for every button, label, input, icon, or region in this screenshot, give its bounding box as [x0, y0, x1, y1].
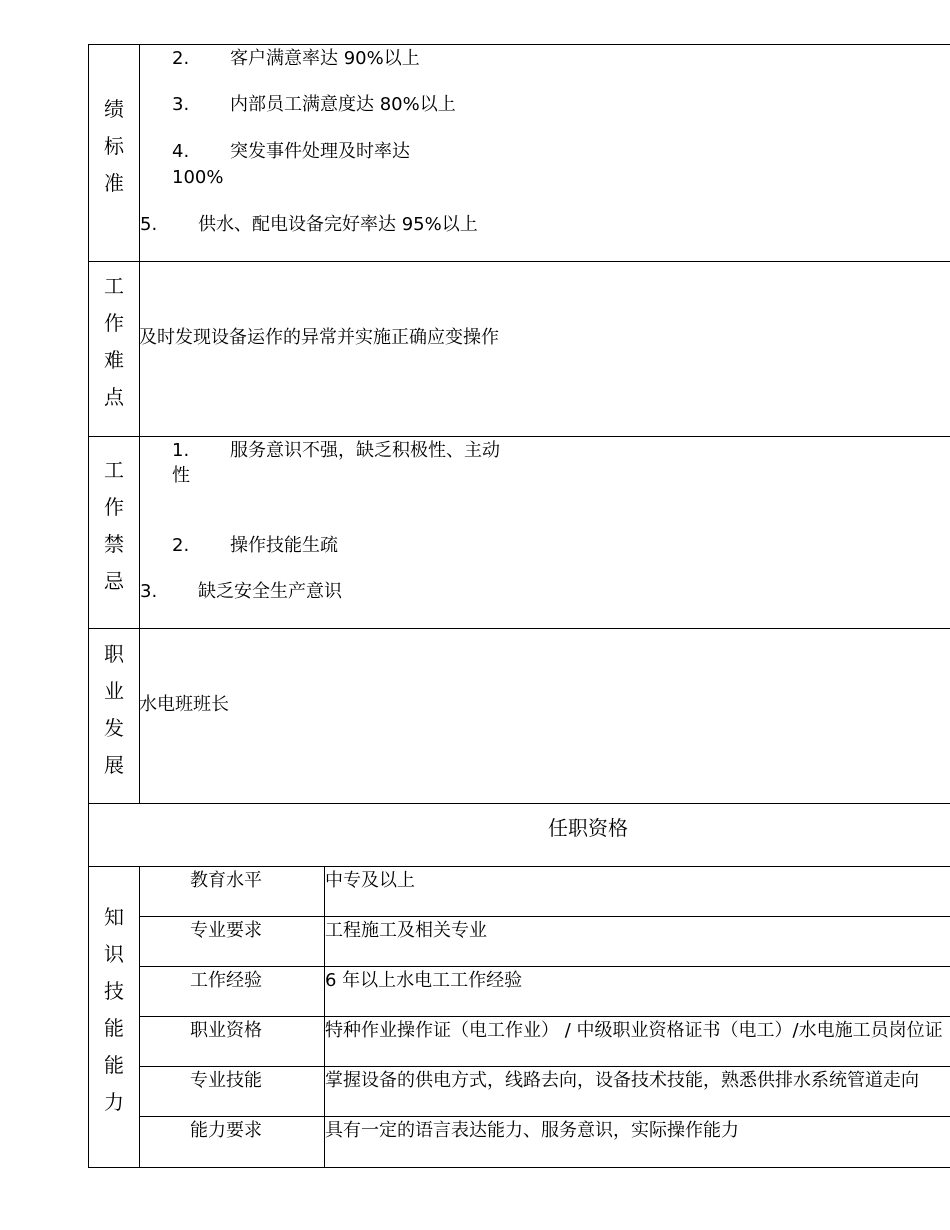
- taboo-label: [89, 452, 139, 600]
- grid-line: [88, 866, 950, 867]
- label-char: 知: [104, 905, 124, 929]
- table-row-value: 特种作业操作证（电工作业） / 中级职业资格证书（电工）/水电施工员岗位证: [325, 1020, 943, 1041]
- label-char: 发: [104, 716, 124, 740]
- grid-line: [139, 1016, 950, 1017]
- label-char: 点: [104, 385, 124, 409]
- qualifications-label: [89, 899, 139, 1121]
- list-item: 4. 突发事件处理及时率达: [172, 141, 410, 162]
- label-char: 技: [104, 979, 124, 1003]
- label-char: 工: [104, 458, 124, 482]
- label-char: 绩: [104, 97, 124, 121]
- label-char: 能: [104, 1016, 124, 1040]
- table-row-value: 具有一定的语言表达能力、服务意识，实际操作能力: [325, 1120, 739, 1141]
- difficulty-label: [89, 268, 139, 416]
- grid-line: [88, 261, 950, 262]
- label-char: 作: [104, 495, 124, 519]
- list-item: 1. 服务意识不强，缺乏积极性、主动: [172, 440, 500, 461]
- table-row-value: 中专及以上: [325, 870, 415, 891]
- table-row-label: 专业技能: [190, 1070, 262, 1091]
- label-char: 忌: [104, 569, 124, 593]
- difficulty-text: 及时发现设备运作的异常并实施正确应变操作: [139, 327, 499, 348]
- table-row-value: 工程施工及相关专业: [325, 920, 487, 941]
- label-char: 业: [104, 679, 124, 703]
- list-item: 3. 缺乏安全生产意识: [140, 581, 342, 602]
- table-row-label: 能力要求: [190, 1120, 262, 1141]
- label-char: 标: [104, 134, 124, 158]
- label-char: 识: [104, 942, 124, 966]
- label-char: 展: [104, 753, 124, 777]
- table-row-value: 掌握设备的供电方式，线路去向，设备技术技能，熟悉供排水系统管道走向: [325, 1070, 919, 1091]
- table-row-label: 工作经验: [190, 970, 262, 991]
- grid-line: [88, 436, 950, 437]
- list-item: 2. 客户满意率达 90%以上: [172, 48, 420, 69]
- qualifications-title: 任职资格: [548, 816, 628, 840]
- label-char: 工: [104, 274, 124, 298]
- table-row-value: 6 年以上水电工工作经验: [325, 970, 523, 991]
- grid-line: [88, 44, 950, 45]
- grid-line: [139, 866, 140, 1168]
- career-text: 水电班班长: [139, 694, 229, 715]
- performance-label: [89, 91, 139, 202]
- career-label: [89, 636, 139, 784]
- label-char: 能: [104, 1053, 124, 1077]
- list-item: 2. 操作技能生疏: [172, 535, 338, 556]
- grid-line: [88, 1167, 950, 1168]
- list-item-continuation: 性: [172, 465, 190, 486]
- grid-line: [88, 803, 950, 804]
- grid-line: [139, 966, 950, 967]
- table-row-label: 教育水平: [190, 870, 262, 891]
- grid-line: [139, 1116, 950, 1117]
- label-char: 难: [104, 348, 124, 372]
- label-char: 准: [104, 171, 124, 195]
- list-item: 5. 供水、配电设备完好率达 95%以上: [140, 214, 478, 235]
- label-char: 禁: [104, 532, 124, 556]
- grid-line: [139, 44, 140, 804]
- label-char: 作: [104, 311, 124, 335]
- grid-line: [139, 1066, 950, 1067]
- list-item-continuation: 100%: [172, 167, 224, 188]
- label-char: 职: [104, 642, 124, 666]
- table-row-label: 专业要求: [190, 920, 262, 941]
- list-item: 3. 内部员工满意度达 80%以上: [172, 94, 456, 115]
- label-char: 力: [104, 1090, 124, 1114]
- grid-line: [88, 628, 950, 629]
- grid-line: [139, 916, 950, 917]
- table-row-label: 职业资格: [190, 1020, 262, 1041]
